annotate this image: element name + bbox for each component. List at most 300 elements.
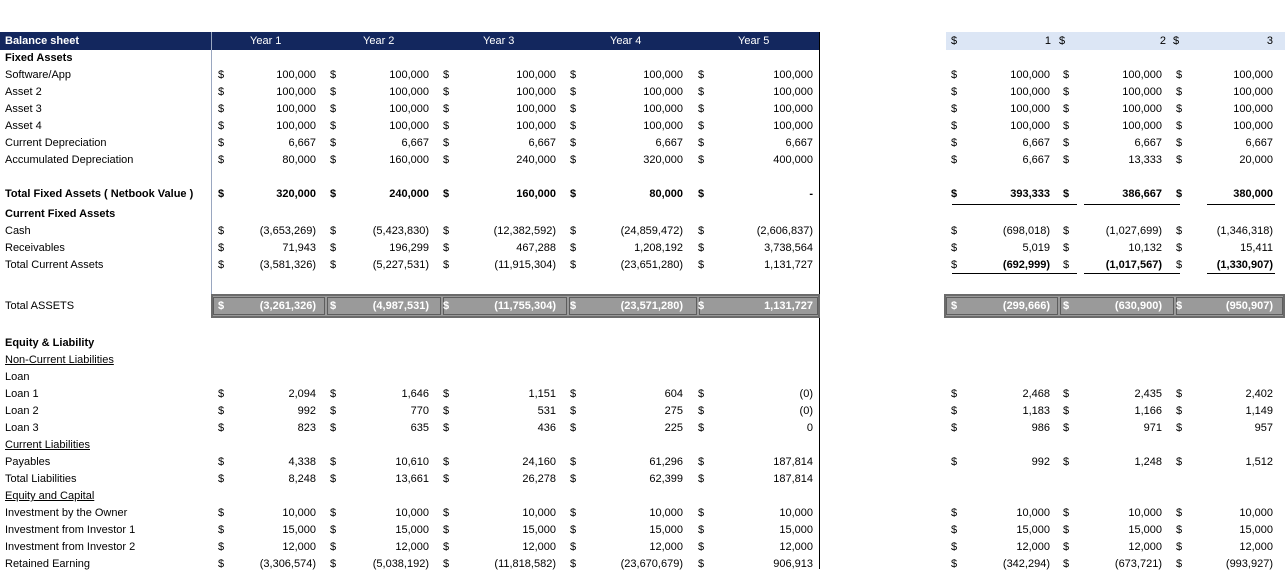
currency-symbol: $ (330, 558, 337, 570)
currency-symbol: $ (443, 422, 450, 434)
table-row (0, 522, 1285, 539)
value-cell: 15,000 (779, 524, 813, 536)
value-cell: 971 (1143, 422, 1162, 434)
section-row (0, 369, 1285, 386)
currency-symbol: $ (1063, 188, 1070, 200)
value-cell: 100,000 (643, 120, 683, 132)
value-cell: 6,667 (1134, 137, 1162, 149)
row-label: Investment by the Owner (5, 507, 128, 519)
value-cell: 100,000 (516, 69, 556, 81)
currency-symbol: $ (330, 300, 337, 312)
value-cell: 12,000 (1128, 541, 1162, 553)
value-cell: 100,000 (276, 86, 316, 98)
year-header: Year 2 (363, 35, 395, 47)
currency-symbol: $ (698, 86, 705, 98)
value-cell: 15,000 (282, 524, 316, 536)
value-cell: 24,160 (522, 456, 556, 468)
currency-symbol: $ (330, 103, 337, 115)
currency-symbol: $ (1063, 300, 1070, 312)
section-label: Equity and Capital (5, 490, 95, 502)
currency-symbol: $ (570, 86, 577, 98)
value-cell: 15,000 (522, 524, 556, 536)
currency-symbol: $ (218, 154, 225, 166)
currency-symbol: $ (1063, 86, 1070, 98)
value-cell: 10,000 (1128, 507, 1162, 519)
currency-symbol: $ (570, 473, 577, 485)
sheet-title: Balance sheet (5, 35, 79, 47)
value-cell: 6,667 (1022, 137, 1050, 149)
value-cell: 1,151 (528, 388, 556, 400)
row-label: Asset 2 (5, 86, 42, 98)
value-cell: 1,131,727 (764, 259, 813, 271)
value-cell: 1,166 (1134, 405, 1162, 417)
section-label: Equity & Liability (5, 337, 95, 349)
currency-symbol: $ (951, 35, 958, 47)
currency-symbol: $ (1063, 456, 1070, 468)
value-cell: 15,411 (1240, 242, 1273, 254)
value-cell: 604 (664, 388, 683, 400)
currency-symbol: $ (218, 188, 225, 200)
value-cell: 100,000 (1010, 120, 1050, 132)
value-cell: 20,000 (1239, 154, 1273, 166)
currency-symbol: $ (698, 188, 705, 200)
currency-symbol: $ (698, 456, 705, 468)
value-cell: 100,000 (389, 86, 429, 98)
currency-symbol: $ (698, 473, 705, 485)
currency-symbol: $ (698, 507, 705, 519)
row-label: Asset 4 (5, 120, 42, 132)
value-cell: (11,755,304) (494, 300, 556, 312)
currency-symbol: $ (330, 473, 337, 485)
currency-symbol: $ (218, 259, 225, 271)
value-cell: 2,402 (1245, 388, 1273, 400)
currency-symbol: $ (1176, 69, 1183, 81)
row-label: Loan 1 (5, 388, 39, 400)
currency-symbol: $ (443, 154, 450, 166)
value-cell: 436 (537, 422, 556, 434)
value-cell: 15,000 (1128, 524, 1162, 536)
currency-symbol: $ (330, 259, 337, 271)
row-label: Total Liabilities (5, 473, 77, 485)
currency-symbol: $ (1176, 242, 1183, 254)
value-cell: 10,000 (1239, 507, 1273, 519)
currency-symbol: $ (330, 137, 337, 149)
currency-symbol: $ (570, 137, 577, 149)
currency-symbol: $ (1063, 120, 1070, 132)
currency-symbol: $ (218, 120, 225, 132)
currency-symbol: $ (330, 69, 337, 81)
currency-symbol: $ (570, 388, 577, 400)
value-cell: 1,512 (1245, 456, 1273, 468)
value-cell: 13,333 (1128, 154, 1162, 166)
currency-symbol: $ (1176, 558, 1183, 570)
value-cell: (23,651,280) (620, 259, 683, 271)
value-cell: 100,000 (773, 103, 813, 115)
value-cell: 12,000 (649, 541, 683, 553)
value-cell: 187,814 (773, 473, 813, 485)
value-cell: (630,900) (1114, 300, 1162, 312)
currency-symbol: $ (951, 259, 958, 271)
value-cell: (342,294) (1002, 558, 1050, 570)
table-row (0, 84, 1285, 101)
value-cell: (3,653,269) (259, 225, 316, 237)
currency-symbol: $ (698, 103, 705, 115)
currency-symbol: $ (951, 524, 958, 536)
value-cell: 3,738,564 (764, 242, 813, 254)
value-cell: 400,000 (773, 154, 813, 166)
value-cell: 0 (806, 422, 813, 434)
value-cell: 100,000 (773, 86, 813, 98)
value-cell: 12,000 (1016, 541, 1050, 553)
value-cell: 2,435 (1134, 388, 1162, 400)
value-cell: 26,278 (522, 473, 556, 485)
value-cell: 986 (1031, 422, 1050, 434)
currency-symbol: $ (443, 558, 450, 570)
currency-symbol: $ (218, 137, 225, 149)
currency-symbol: $ (1063, 422, 1070, 434)
value-cell: 15,000 (649, 524, 683, 536)
currency-symbol: $ (1059, 35, 1066, 47)
currency-symbol: $ (570, 188, 577, 200)
currency-symbol: $ (330, 120, 337, 132)
currency-symbol: $ (570, 103, 577, 115)
currency-symbol: $ (1063, 259, 1070, 271)
value-cell: (23,571,280) (620, 300, 683, 312)
table-row (0, 539, 1285, 556)
currency-symbol: $ (330, 422, 337, 434)
value-cell: 12,000 (282, 541, 316, 553)
row-label: Software/App (5, 69, 72, 81)
year-header: Year 1 (250, 35, 282, 47)
total-underline (1084, 204, 1180, 205)
currency-symbol: $ (570, 120, 577, 132)
section-row (0, 352, 1285, 369)
currency-symbol: $ (218, 300, 225, 312)
currency-symbol: $ (218, 405, 225, 417)
currency-symbol: $ (1176, 225, 1183, 237)
value-cell: (0) (799, 388, 813, 400)
section-label: Current Fixed Assets (5, 208, 116, 220)
currency-symbol: $ (951, 507, 958, 519)
right-table-header (946, 32, 1285, 50)
currency-symbol: $ (330, 242, 337, 254)
section-row (0, 335, 1285, 352)
row-label: Accumulated Depreciation (5, 154, 134, 166)
year-header: Year 5 (738, 35, 770, 47)
value-cell: (3,306,574) (259, 558, 316, 570)
row-label: Payables (5, 456, 51, 468)
section-row (0, 50, 1285, 67)
value-cell: (5,038,192) (372, 558, 429, 570)
section-label: Non-Current Liabilities (5, 354, 114, 366)
value-cell: 6,667 (528, 137, 556, 149)
currency-symbol: $ (330, 86, 337, 98)
currency-symbol: $ (330, 541, 337, 553)
currency-symbol: $ (218, 388, 225, 400)
currency-symbol: $ (698, 242, 705, 254)
value-cell: 1,183 (1022, 405, 1050, 417)
total-underline (952, 204, 1077, 205)
currency-symbol: $ (330, 507, 337, 519)
section-row (0, 206, 1285, 223)
currency-symbol: $ (218, 242, 225, 254)
value-cell: 160,000 (516, 188, 556, 200)
currency-symbol: $ (1063, 242, 1070, 254)
currency-symbol: $ (218, 541, 225, 553)
value-cell: 100,000 (389, 69, 429, 81)
section-label: Loan (5, 371, 30, 383)
currency-symbol: $ (570, 558, 577, 570)
currency-symbol: $ (1176, 388, 1183, 400)
value-cell: 5,019 (1022, 242, 1050, 254)
currency-symbol: $ (330, 188, 337, 200)
currency-symbol: $ (1176, 456, 1183, 468)
currency-symbol: $ (698, 300, 705, 312)
value-cell: (673,721) (1114, 558, 1162, 570)
total-underline (952, 273, 1077, 274)
currency-symbol: $ (443, 69, 450, 81)
currency-symbol: $ (698, 558, 705, 570)
value-cell: (4,987,531) (372, 300, 429, 312)
value-cell: 635 (410, 422, 429, 434)
currency-symbol: $ (698, 69, 705, 81)
currency-symbol: $ (951, 300, 958, 312)
currency-symbol: $ (570, 405, 577, 417)
table-row (0, 152, 1285, 169)
table-row (0, 556, 1285, 573)
currency-symbol: $ (1063, 524, 1070, 536)
currency-symbol: $ (951, 137, 958, 149)
table-row (0, 386, 1285, 403)
year-header: Year 4 (610, 35, 642, 47)
currency-symbol: $ (443, 225, 450, 237)
value-cell: 15,000 (1239, 524, 1273, 536)
currency-symbol: $ (443, 103, 450, 115)
table-row (0, 223, 1285, 240)
value-cell: (299,666) (1002, 300, 1050, 312)
value-cell: 100,000 (276, 69, 316, 81)
currency-symbol: $ (443, 388, 450, 400)
value-cell: 15,000 (1016, 524, 1050, 536)
value-cell: (11,915,304) (494, 259, 556, 271)
currency-symbol: $ (698, 225, 705, 237)
currency-symbol: $ (330, 456, 337, 468)
table-row (0, 135, 1285, 152)
table-row (0, 420, 1285, 437)
currency-symbol: $ (218, 69, 225, 81)
row-label: Asset 3 (5, 103, 42, 115)
currency-symbol: $ (951, 120, 958, 132)
currency-symbol: $ (443, 541, 450, 553)
value-cell: (1,017,567) (1105, 259, 1162, 271)
year-header: Year 3 (483, 35, 515, 47)
value-cell: 61,296 (649, 456, 683, 468)
value-cell: 240,000 (389, 188, 429, 200)
currency-symbol: $ (698, 541, 705, 553)
currency-symbol: $ (1176, 120, 1183, 132)
currency-symbol: $ (570, 541, 577, 553)
currency-symbol: $ (951, 242, 958, 254)
value-cell: (5,227,531) (372, 259, 429, 271)
value-cell: 770 (410, 405, 429, 417)
currency-symbol: $ (570, 507, 577, 519)
currency-symbol: $ (218, 422, 225, 434)
currency-symbol: $ (698, 120, 705, 132)
currency-symbol: $ (218, 524, 225, 536)
table-row (0, 101, 1285, 118)
value-cell: 80,000 (282, 154, 316, 166)
row-label: Total Current Assets (5, 259, 104, 271)
value-cell: 393,333 (1010, 188, 1050, 200)
currency-symbol: $ (1063, 103, 1070, 115)
value-cell: (3,261,326) (259, 300, 316, 312)
currency-symbol: $ (1063, 405, 1070, 417)
value-cell: 10,000 (522, 507, 556, 519)
currency-symbol: $ (698, 154, 705, 166)
total-underline (1084, 273, 1180, 274)
currency-symbol: $ (698, 405, 705, 417)
value-cell: 1,149 (1245, 405, 1273, 417)
currency-symbol: $ (1063, 541, 1070, 553)
value-cell: 320,000 (643, 154, 683, 166)
currency-symbol: $ (218, 86, 225, 98)
currency-symbol: $ (218, 507, 225, 519)
currency-symbol: $ (570, 259, 577, 271)
currency-symbol: $ (951, 405, 958, 417)
currency-symbol: $ (1176, 103, 1183, 115)
value-cell: 100,000 (643, 69, 683, 81)
value-cell: 8,248 (288, 473, 316, 485)
value-cell: 275 (664, 405, 683, 417)
value-cell: (692,999) (1002, 259, 1050, 271)
section-label: Current Liabilities (5, 439, 90, 451)
currency-symbol: $ (570, 456, 577, 468)
row-label: Investment from Investor 1 (5, 524, 136, 536)
value-cell: 992 (1031, 456, 1050, 468)
value-cell: (3,581,326) (259, 259, 316, 271)
value-cell: 225 (664, 422, 683, 434)
currency-symbol: $ (570, 300, 577, 312)
currency-symbol: $ (570, 422, 577, 434)
currency-symbol: $ (1063, 69, 1070, 81)
value-cell: 71,943 (282, 242, 316, 254)
currency-symbol: $ (1176, 259, 1183, 271)
currency-symbol: $ (698, 422, 705, 434)
value-cell: 100,000 (516, 120, 556, 132)
row-label: Loan 3 (5, 422, 39, 434)
period-header: 3 (1266, 35, 1273, 47)
table-row (0, 454, 1285, 471)
value-cell: 6,667 (1022, 154, 1050, 166)
value-cell: 100,000 (1233, 103, 1273, 115)
value-cell: 10,000 (649, 507, 683, 519)
currency-symbol: $ (951, 188, 958, 200)
currency-symbol: $ (951, 388, 958, 400)
table-row (0, 240, 1285, 257)
value-cell: 10,000 (779, 507, 813, 519)
row-label: Total Fixed Assets ( Netbook Value ) (5, 188, 194, 200)
row-label: Cash (5, 225, 31, 237)
currency-symbol: $ (330, 225, 337, 237)
value-cell: 100,000 (643, 86, 683, 98)
currency-symbol: $ (1176, 541, 1183, 553)
value-cell: 10,000 (1016, 507, 1050, 519)
value-cell: 386,667 (1122, 188, 1162, 200)
value-cell: 100,000 (389, 103, 429, 115)
value-cell: (698,018) (1002, 225, 1050, 237)
value-cell: 100,000 (1122, 103, 1162, 115)
value-cell: 1,131,727 (764, 300, 813, 312)
row-label: Retained Earning (5, 558, 91, 570)
value-cell: - (809, 188, 813, 200)
value-cell: 196,299 (389, 242, 429, 254)
currency-symbol: $ (1063, 137, 1070, 149)
value-cell: 100,000 (773, 69, 813, 81)
value-cell: 100,000 (1010, 86, 1050, 98)
value-cell: 13,661 (395, 473, 429, 485)
total-underline (1207, 273, 1275, 274)
currency-symbol: $ (218, 456, 225, 468)
currency-symbol: $ (1063, 388, 1070, 400)
value-cell: 100,000 (1122, 120, 1162, 132)
value-cell: 10,610 (395, 456, 429, 468)
currency-symbol: $ (698, 137, 705, 149)
currency-symbol: $ (1176, 154, 1183, 166)
currency-symbol: $ (570, 225, 577, 237)
currency-symbol: $ (1063, 558, 1070, 570)
value-cell: 62,399 (649, 473, 683, 485)
currency-symbol: $ (1063, 507, 1070, 519)
row-label: Investment from Investor 2 (5, 541, 136, 553)
value-cell: 531 (537, 405, 556, 417)
currency-symbol: $ (951, 541, 958, 553)
value-cell: 100,000 (516, 86, 556, 98)
currency-symbol: $ (1176, 422, 1183, 434)
currency-symbol: $ (1176, 188, 1183, 200)
currency-symbol: $ (951, 69, 958, 81)
currency-symbol: $ (570, 524, 577, 536)
currency-symbol: $ (218, 103, 225, 115)
value-cell: 6,667 (785, 137, 813, 149)
value-cell: 380,000 (1233, 188, 1273, 200)
currency-symbol: $ (1173, 35, 1180, 47)
value-cell: 1,646 (401, 388, 429, 400)
value-cell: (1,027,699) (1105, 225, 1162, 237)
currency-symbol: $ (951, 86, 958, 98)
value-cell: 2,468 (1022, 388, 1050, 400)
value-cell: 1,208,192 (634, 242, 683, 254)
value-cell: 100,000 (1233, 69, 1273, 81)
currency-symbol: $ (443, 137, 450, 149)
currency-symbol: $ (443, 456, 450, 468)
currency-symbol: $ (951, 103, 958, 115)
value-cell: 240,000 (516, 154, 556, 166)
value-cell: (23,670,679) (620, 558, 683, 570)
table-row (0, 471, 1285, 488)
value-cell: 10,000 (395, 507, 429, 519)
value-cell: (11,818,582) (494, 558, 556, 570)
currency-symbol: $ (443, 524, 450, 536)
section-row (0, 488, 1285, 505)
value-cell: 10,132 (1128, 242, 1162, 254)
value-cell: 12,000 (779, 541, 813, 553)
row-label: Total ASSETS (5, 300, 75, 312)
currency-symbol: $ (443, 473, 450, 485)
value-cell: 100,000 (516, 103, 556, 115)
currency-symbol: $ (698, 388, 705, 400)
value-cell: 100,000 (1233, 86, 1273, 98)
value-cell: 80,000 (649, 188, 683, 200)
